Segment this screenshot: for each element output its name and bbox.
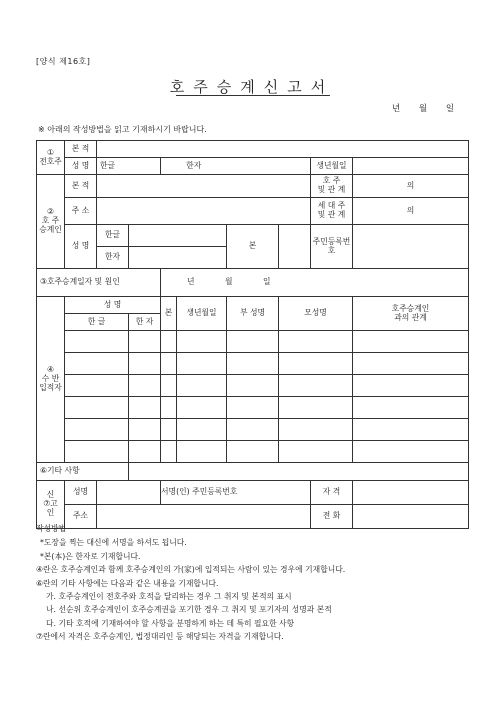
section2-head-relation-label: 호 주 및 관 계: [311, 175, 353, 198]
section4-relation-header: 호주승계인 과의 관계: [353, 297, 469, 331]
guide-line: *도장을 찍는 대신에 서명을 하셔도 됩니다.: [40, 538, 187, 548]
filing-date[interactable]: 년 월 일: [392, 104, 455, 114]
section2-household-relation-field[interactable]: 의: [353, 198, 469, 225]
section7-label: 신 ⑦고 인: [37, 481, 65, 529]
section4-hanja-header: 한 자: [129, 314, 161, 331]
guide-line: ⑥란의 기타 사항에는 다음과 같은 내용을 기재합니다.: [36, 578, 219, 588]
section7-address-label: 주소: [65, 505, 97, 529]
row6-relation[interactable]: [353, 441, 469, 463]
row6-hangul[interactable]: [65, 441, 129, 463]
row4-hangul[interactable]: [65, 397, 129, 419]
section3-label: ③호주승계일자 및 원인: [37, 269, 161, 297]
section7-qualification-field[interactable]: [353, 481, 469, 505]
section2-resident-no-label: 주민등록번 호: [311, 225, 353, 269]
table-row: [37, 375, 469, 397]
row3-bon[interactable]: [161, 375, 177, 397]
section1-hanja-label: 한자: [161, 158, 227, 175]
section4-bon-header: 본: [161, 297, 177, 331]
section7-signature-label: 서명(인) 주민등록번호: [161, 481, 311, 505]
row6-birth[interactable]: [177, 441, 227, 463]
row2-hanja[interactable]: [129, 353, 161, 375]
row6-hanja[interactable]: [129, 441, 161, 463]
section3-date-field[interactable]: 년 월 일: [161, 269, 469, 297]
page-title: 호주승계신고서: [169, 78, 335, 96]
row1-birth[interactable]: [177, 331, 227, 353]
section2-address-label: 주 소: [65, 198, 97, 225]
row5-hanja[interactable]: [129, 419, 161, 441]
section2-bonjeok-label: 본 적: [65, 175, 97, 198]
guide-line: ⑦란에서 자격은 호주승계인, 법정대리인 등 해당되는 자격을 기재합니다.: [36, 632, 284, 642]
guide-line: 다. 기타 호적에 기재하여야 할 사항을 분명하게 하는 데 특히 필요한 사항: [46, 618, 295, 628]
row3-relation[interactable]: [353, 375, 469, 397]
row2-bon[interactable]: [161, 353, 177, 375]
row6-mother[interactable]: [279, 441, 353, 463]
writing-guide: [36, 522, 476, 644]
section4-label: ④ 수 반 입적자: [37, 297, 65, 463]
row5-relation[interactable]: [353, 419, 469, 441]
section2-hangul-label: 한글: [97, 225, 129, 247]
section7-name-field[interactable]: [97, 481, 161, 505]
row3-father[interactable]: [227, 375, 279, 397]
section1-hangul-field[interactable]: 한글: [97, 158, 161, 175]
table-row: [37, 353, 469, 375]
section1-hanja-field[interactable]: [227, 158, 311, 175]
section1-label: ① 전호주: [37, 141, 65, 175]
row3-mother[interactable]: [279, 375, 353, 397]
row5-mother[interactable]: [279, 419, 353, 441]
row2-birth[interactable]: [177, 353, 227, 375]
row2-relation[interactable]: [353, 353, 469, 375]
row6-bon[interactable]: [161, 441, 177, 463]
row1-bon[interactable]: [161, 331, 177, 353]
section6-label: ⑥기타 사항: [37, 463, 129, 481]
section2-hangul-field[interactable]: [129, 225, 227, 247]
form-number: [양식 제16호]: [36, 57, 91, 66]
section2-bon-field[interactable]: [279, 225, 311, 269]
section7-name-label: 성명: [65, 481, 97, 505]
section1-bonjeok-field[interactable]: [97, 141, 469, 158]
row3-birth[interactable]: [177, 375, 227, 397]
row1-hanja[interactable]: [129, 331, 161, 353]
section4-father-header: 부 성명: [227, 297, 279, 331]
row5-hangul[interactable]: [65, 419, 129, 441]
row5-bon[interactable]: [161, 419, 177, 441]
row2-hangul[interactable]: [65, 353, 129, 375]
section4-birth-header: 생년월일: [177, 297, 227, 331]
section6-field[interactable]: [129, 463, 469, 481]
row4-birth[interactable]: [177, 397, 227, 419]
row6-father[interactable]: [227, 441, 279, 463]
section2-bonjeok-field[interactable]: [97, 175, 311, 198]
instruction-notice: ※ 아래의 작성방법을 읽고 기재하시기 바랍니다.: [38, 125, 207, 134]
row4-hanja[interactable]: [129, 397, 161, 419]
section2-name-label: 성 명: [65, 225, 97, 269]
section4-hangul-header: 한 글: [65, 314, 129, 331]
row5-birth[interactable]: [177, 419, 227, 441]
section2-hanja-label: 한자: [97, 247, 129, 269]
title-underline: [176, 95, 330, 96]
row2-father[interactable]: [227, 353, 279, 375]
section7-qualification-label: 자 격: [311, 481, 353, 505]
table-row: [37, 419, 469, 441]
row1-relation[interactable]: [353, 331, 469, 353]
row3-hanja[interactable]: [129, 375, 161, 397]
row4-bon[interactable]: [161, 397, 177, 419]
section2-resident-no-field[interactable]: [353, 225, 469, 269]
section1-birth-label: 생년월일: [311, 158, 353, 175]
guide-line: 나. 선순위 호주승계인이 호주승계권을 포기한 경우 그 취지 및 포기자의 성명과 본적: [46, 605, 332, 615]
section2-address-field[interactable]: [97, 198, 311, 225]
section7-phone-label: 전 화: [311, 505, 353, 529]
row2-mother[interactable]: [279, 353, 353, 375]
section4-name-header: 성 명: [65, 297, 161, 314]
guide-line: ④란은 호주승계인과 함께 호주승계인의 가(家)에 입적되는 사람이 있는 경우에 기재합니다.: [36, 565, 346, 575]
guide-heading: 작성방법: [36, 524, 67, 533]
section2-hanja-field[interactable]: [129, 247, 227, 269]
section2-bon-label: 본: [227, 225, 279, 269]
guide-line: *본(本)은 한자로 기재합니다.: [40, 551, 141, 561]
guide-line: 가. 호주승계인이 전호주와 호적을 달리하는 경우 그 취지 및 본적의 표시: [46, 592, 292, 602]
table-row: [37, 441, 469, 463]
row4-father[interactable]: [227, 397, 279, 419]
row1-father[interactable]: [227, 331, 279, 353]
row1-mother[interactable]: [279, 331, 353, 353]
section4-mother-header: 모성명: [279, 297, 353, 331]
table-row: [37, 397, 469, 419]
section2-household-relation-label: 세 대 주 및 관 계: [311, 198, 353, 225]
table-row: [37, 331, 469, 353]
section2-head-relation-field[interactable]: 의: [353, 175, 469, 198]
row4-mother[interactable]: [279, 397, 353, 419]
row1-hangul[interactable]: [65, 331, 129, 353]
section1-bonjeok-label: 본 적: [65, 141, 97, 158]
row3-hangul[interactable]: [65, 375, 129, 397]
section1-name-label: 성 명: [65, 158, 97, 175]
row4-relation[interactable]: [353, 397, 469, 419]
section1-birth-field[interactable]: [353, 158, 469, 175]
section2-label: ② 호 주 승계인: [37, 175, 65, 269]
report-form-table: [36, 140, 469, 529]
row5-father[interactable]: [227, 419, 279, 441]
